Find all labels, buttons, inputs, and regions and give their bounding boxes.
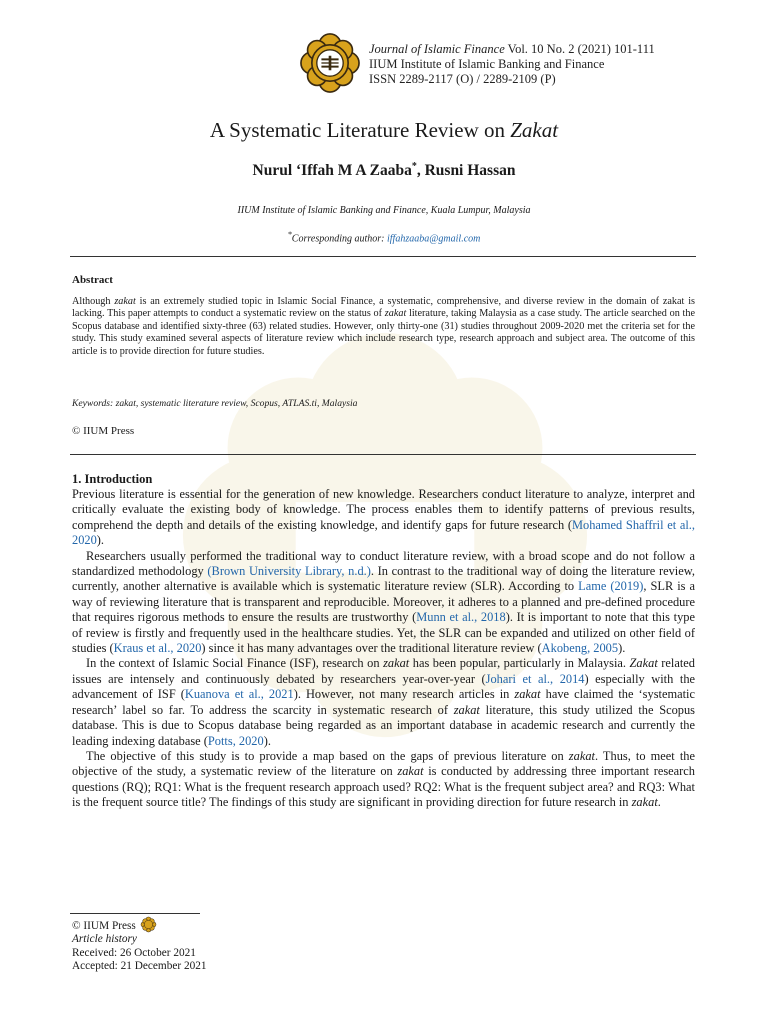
article-history-label: Article history bbox=[72, 933, 137, 946]
author-1-mark: * bbox=[411, 161, 417, 172]
citation-link[interactable]: Kraus et al., 2020 bbox=[113, 641, 202, 656]
p4-t6: . bbox=[657, 795, 661, 810]
abstract-body bbox=[72, 296, 695, 358]
journal-institute: IIUM Institute of Islamic Banking and Finance bbox=[369, 57, 605, 71]
keywords: Keywords: zakat, systematic literature review, Scopus, ATLAS.ti, Malaysia bbox=[72, 398, 358, 409]
p2-t0: Researchers usually performed the traditional way to conduct literature review, with a broad scope and do not follow a standardized methodology bbox=[72, 548, 695, 579]
corresponding-author bbox=[0, 230, 768, 244]
authors bbox=[0, 161, 768, 180]
p2-t10: ). bbox=[618, 641, 626, 656]
journal-issn: ISSN 2289-2117 (O) / 2289-2109 (P) bbox=[369, 72, 556, 86]
abstract-heading: Abstract bbox=[72, 274, 113, 286]
p3-t3: Zakat bbox=[629, 656, 658, 671]
p3-t9: zakat bbox=[514, 687, 541, 702]
iium-press-small-icon bbox=[140, 916, 157, 933]
intro-para-4 bbox=[72, 749, 695, 811]
intro-para-3 bbox=[72, 656, 695, 748]
p2-t8: ) since it has many advantages over the traditional literature review ( bbox=[201, 641, 542, 656]
p1-t2: ). bbox=[96, 533, 105, 548]
p2-t2: . In contrast to the traditional way of doing the literature review, currently, another alternative is available which is systematic literature review (SLR). According to bbox=[72, 564, 695, 594]
p4-t4: is conducted by addressing three important research questions (RQ); RQ1: What is the frequent research approach used? RQ2: What is the frequent subject area? and RQ3: What is the frequent source title? The findings of this study are significant in providing direction for future research in bbox=[72, 764, 695, 810]
abs-s1: Although bbox=[72, 296, 115, 307]
p4-t2: . Thus, to meet the objective of the study, a systematic review of the literature on bbox=[72, 748, 695, 779]
footer bbox=[72, 916, 372, 974]
paper-title bbox=[0, 117, 768, 143]
corr-email-link[interactable]: iffahzaaba@gmail.com bbox=[387, 233, 481, 245]
citation-link[interactable]: (Brown University Library, n.d.) bbox=[207, 564, 371, 579]
p3-t2: has been popular, particularly in Malaysia. bbox=[409, 656, 630, 671]
p3-t11: zakat bbox=[453, 702, 480, 717]
corr-mark: * bbox=[287, 230, 292, 239]
p3-t1: zakat bbox=[383, 656, 410, 671]
journal-header bbox=[369, 42, 699, 87]
p3-t14: ). bbox=[263, 733, 271, 748]
intro-para-2 bbox=[72, 549, 695, 657]
p4-t3: zakat bbox=[397, 764, 424, 779]
p3-t12: literature, this study utilized the Scopus database. This is due to Scopus database being regarded as an important database in academic research and currently the leading indexing database ( bbox=[72, 702, 696, 748]
citation-link[interactable]: Mohamed Shaffril et al., 2020 bbox=[72, 517, 695, 548]
citation-link[interactable]: Kuanova et al., 2021 bbox=[184, 687, 294, 702]
accepted-date: Accepted: 21 December 2021 bbox=[72, 960, 207, 973]
abs-s3: is an extremely studied topic in Islamic Social Finance, a systematic, comprehensive, and diverse review in the domain of zakat is lacking. This paper attempts to conduct a systematic review on the status of bbox=[72, 296, 695, 320]
citation-link[interactable]: Potts, 2020 bbox=[207, 733, 264, 748]
corr-label: Corresponding author: bbox=[291, 233, 387, 245]
citation-link[interactable]: Johari et al., 2014 bbox=[485, 671, 585, 686]
intro-body bbox=[72, 487, 695, 811]
intro-heading: 1. Introduction bbox=[72, 472, 153, 486]
citation-link[interactable]: Lame (2019) bbox=[578, 579, 644, 594]
citation-link[interactable]: Munn et al., 2018 bbox=[416, 610, 506, 625]
p4-t5: zakat bbox=[631, 795, 658, 810]
abs-s5: literature, taking Malaysia as a case study. The article searched on the Scopus database and identified sixty-three (63) related studies. However, only thirty-one (31) studies throughout 2009-2020 met the criteria set for the study. This study examined several aspects of literature review which include research type, research approach and subject area. The outcome of this article is to provide direction for future studies. bbox=[72, 308, 695, 357]
author-1: Nurul ‘Iffah M A Zaaba bbox=[252, 162, 412, 180]
p4-t1: zakat bbox=[568, 748, 595, 763]
citation-link[interactable]: Akobeng, 2005 bbox=[541, 641, 619, 656]
journal-volume: Vol. 10 No. 2 (2021) 101-111 bbox=[507, 42, 655, 56]
author-2: , Rusni Hassan bbox=[416, 162, 516, 180]
abs-s4: zakat bbox=[384, 308, 407, 320]
p1-t0: Previous literature is essential for the generation of new knowledge. Researchers conduct literature to analyze, interpret and critically evaluate the existing body of knowledge. The process enables them to identify patterns of previous results, comprehend the depth and details of the existing knowledge, and identify gaps for future research ( bbox=[72, 487, 695, 532]
p3-t10: have claimed the ‘systematic research’ label so far. To address the scarcity in systematic research of bbox=[72, 687, 695, 717]
title-italic: Zakat bbox=[510, 118, 559, 142]
footnote-rule bbox=[70, 913, 200, 914]
p3-t6: ) especially with the advancement of ISF ( bbox=[72, 671, 696, 702]
divider-top bbox=[70, 256, 696, 257]
p2-t6: ). It is important to note that this type of review is firstly and frequently used in the healthcare studies. Yet, the SLR can be expanded and utilized on other field of studies ( bbox=[72, 610, 695, 656]
p3-t4: related issues are intensely and continuously debated by researchers year-over-year ( bbox=[72, 656, 695, 686]
press-copyright: © IIUM Press bbox=[72, 425, 135, 437]
iium-press-logo bbox=[297, 30, 363, 96]
affiliation: IIUM Institute of Islamic Banking and Finance, Kuala Lumpur, Malaysia bbox=[237, 205, 531, 216]
footer-press: © IIUM Press bbox=[72, 920, 136, 932]
intro-para-1 bbox=[72, 487, 695, 549]
journal-name: Journal of Islamic Finance bbox=[369, 42, 505, 56]
abs-s2: zakat bbox=[114, 296, 136, 307]
title-text: A Systematic Literature Review on bbox=[209, 118, 511, 142]
received-date: Received: 26 October 2021 bbox=[72, 946, 196, 959]
p3-t8: ). However, not many research articles in bbox=[293, 687, 515, 702]
p4-t0: The objective of this study is to provide a map based on the gaps of previous literature on bbox=[86, 748, 569, 763]
divider-bottom bbox=[70, 454, 696, 455]
p2-t4: , SLR is a way of reviewing literature that is transparent and reproducible. Moreover, it adheres to a planned and pre-defined procedure that requires rigorous methods to ensure the results are trustworthy ( bbox=[72, 579, 695, 625]
p3-t0: In the context of Islamic Social Finance (ISF), research on bbox=[86, 656, 384, 671]
